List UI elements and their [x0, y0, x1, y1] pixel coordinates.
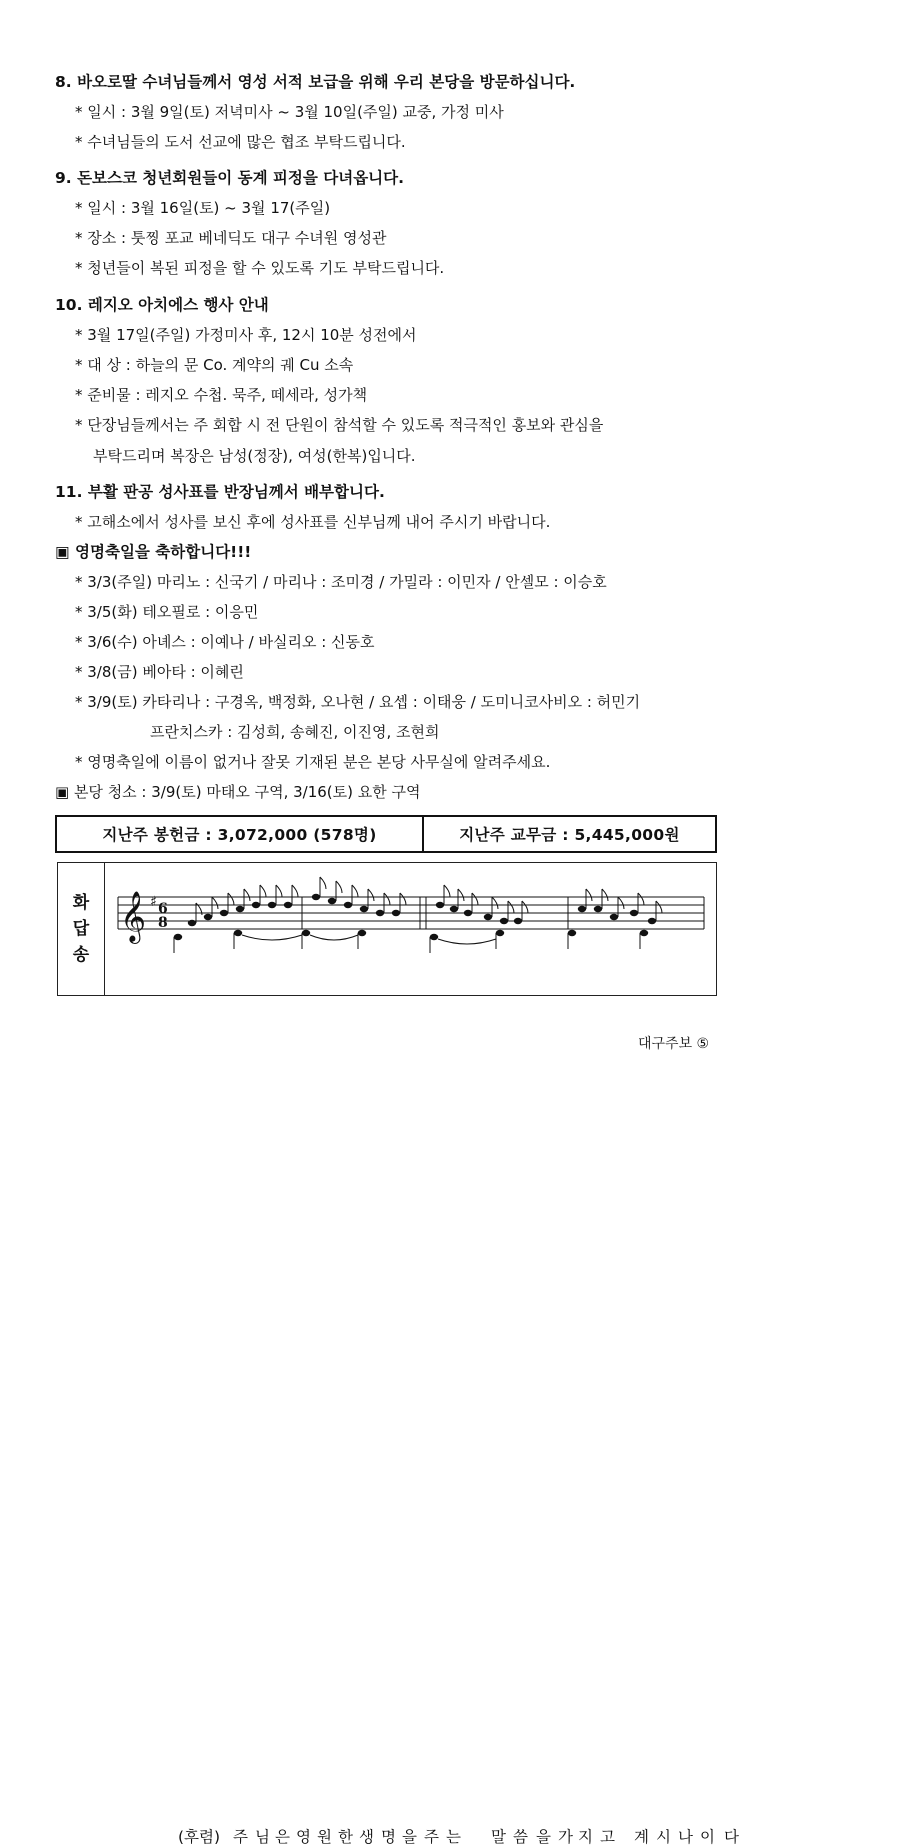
psalm-label-char-2: 답 [72, 919, 90, 939]
psalm-label-char-1: 화 [72, 893, 90, 913]
note-head [630, 910, 638, 916]
section-9-item-2: * 장소 : 툿찡 포교 베네딕도 대구 수녀원 영성관 [75, 229, 387, 247]
note-head [360, 906, 368, 912]
note-flag [292, 885, 298, 897]
note-head [220, 910, 228, 916]
note-head [450, 906, 458, 912]
tie [310, 935, 358, 940]
section-10-item-2: * 대 상 : 하늘의 문 Co. 계약의 궤 Cu 소속 [75, 356, 354, 374]
cleaning-notice: ▣ 본당 청소 : 3/9(토) 마태오 구역, 3/16(토) 요한 구역 [55, 783, 421, 801]
section-9-item-1: * 일시 : 3월 16일(토) ~ 3월 17(주일) [75, 199, 331, 217]
lyric-syllable: 한 [338, 1828, 353, 1846]
note-flag [400, 893, 406, 905]
note-head [514, 918, 522, 924]
lyric-syllable: (후렴) [178, 1828, 221, 1846]
note-head [312, 894, 320, 900]
note-flag [244, 889, 250, 901]
note-head [594, 906, 602, 912]
note-flag [228, 893, 234, 905]
note-flag [472, 893, 478, 905]
note-head [252, 902, 260, 908]
offering-parish-dues: 지난주 교무금 : 5,445,000원 [459, 826, 680, 844]
page-footer: 대구주보 ⑤ [638, 1036, 710, 1052]
section-11-item-1: * 고해소에서 성사를 보신 후에 성사표를 신부님께 내어 주시기 바랍니다. [75, 513, 551, 531]
offering-collection: 지난주 봉헌금 : 3,072,000 (578명) [57, 817, 424, 851]
note-head [484, 914, 492, 920]
lyric-syllable: 이 [700, 1828, 715, 1846]
note-head [188, 920, 196, 926]
feast-item-2: * 3/5(화) 테오필로 : 이응민 [75, 603, 259, 621]
note-head [344, 902, 352, 908]
bass-note-head [234, 930, 242, 936]
note-flag [260, 885, 266, 897]
section-9-item-3: * 청년들이 복된 피정을 할 수 있도록 기도 부탁드립니다. [75, 259, 445, 277]
lyric-syllable: 계 [634, 1828, 649, 1846]
feast-item-4: * 3/8(금) 베아타 : 이혜린 [75, 663, 244, 681]
lyric-syllable: 생 [359, 1828, 374, 1846]
lyric-syllable: 다 [724, 1828, 739, 1846]
note-head [376, 910, 384, 916]
lyric-syllable: 원 [317, 1828, 332, 1846]
lyric-syllable: 주 [424, 1828, 439, 1846]
section-9-heading: 9. 돈보스코 청년회원들이 동계 피정을 다녀옵니다. [55, 169, 405, 187]
note-flag [618, 897, 624, 909]
lyric-syllable: 시 [656, 1828, 671, 1846]
feast-item-3: * 3/6(수) 아녜스 : 이예나 / 바실리오 : 신동호 [75, 633, 375, 651]
note-flag [602, 889, 608, 901]
bass-note-head [496, 930, 504, 936]
note-head [204, 914, 212, 920]
note-head [578, 906, 586, 912]
feast-heading: ▣ 영명축일을 축하합니다!!! [55, 543, 252, 561]
note-head [392, 910, 400, 916]
note-head [436, 902, 444, 908]
time-signature-bottom: 8 [158, 915, 168, 931]
lyric-syllable: 님 [255, 1828, 270, 1846]
music-staff [104, 863, 716, 995]
bass-note-head [302, 930, 310, 936]
tie [242, 935, 302, 940]
section-11-heading: 11. 부활 판공 성사표를 반장님께서 배부합니다. [55, 483, 385, 501]
feast-note: * 영명축일에 이름이 없거나 잘못 기재된 분은 본당 사무실에 알려주세요. [75, 753, 551, 771]
note-head [236, 906, 244, 912]
bass-note-head [174, 934, 182, 940]
lyric-syllable: 가 [558, 1828, 573, 1846]
note-head [648, 918, 656, 924]
note-flag [336, 881, 342, 893]
time-signature-top: 6 [158, 901, 168, 917]
tie [438, 939, 496, 944]
note-flag [458, 889, 464, 901]
note-flag [522, 901, 528, 913]
note-flag [384, 893, 390, 905]
lyric-syllable: 은 [275, 1828, 290, 1846]
note-flag [352, 885, 358, 897]
lyric-syllable: 고 [600, 1828, 615, 1846]
note-head [284, 902, 292, 908]
note-flag [320, 877, 326, 889]
lyric-syllable: 주 [233, 1828, 248, 1846]
lyric-syllable: 씀 [513, 1828, 528, 1846]
bass-note-head [568, 930, 576, 936]
section-10-item-3: * 준비물 : 레지오 수첩. 묵주, 떼세라, 성가책 [75, 386, 368, 404]
note-flag [444, 885, 450, 897]
lyric-syllable: 을 [402, 1828, 417, 1846]
bass-note-head [358, 930, 366, 936]
note-flag [368, 889, 374, 901]
note-flag [276, 885, 282, 897]
note-flag [212, 897, 218, 909]
note-head [610, 914, 618, 920]
lyric-syllable: 영 [296, 1828, 311, 1846]
sharp-icon: ♯ [150, 894, 157, 910]
note-flag [656, 901, 662, 913]
note-flag [492, 897, 498, 909]
lyric-syllable: 말 [491, 1828, 506, 1846]
bass-note-head [640, 930, 648, 936]
section-10-item-1: * 3월 17일(주일) 가정미사 후, 12시 10분 성전에서 [75, 326, 417, 344]
section-8-item-1: * 일시 : 3월 9일(토) 저녁미사 ~ 3월 10일(주일) 교중, 가정 미사 [75, 103, 504, 121]
section-10-heading: 10. 레지오 아치에스 행사 안내 [55, 296, 269, 314]
note-flag [508, 901, 514, 913]
note-head [268, 902, 276, 908]
feast-item-5: * 3/9(토) 카타리나 : 구경옥, 백정화, 오나현 / 요셉 : 이태웅 / 도미니코사비오 : 허민기 [75, 693, 641, 711]
section-8-item-2: * 수녀님들의 도서 선교에 많은 협조 부탁드립니다. [75, 133, 406, 151]
treble-clef-icon: 𝄞 [120, 891, 147, 942]
note-flag [586, 889, 592, 901]
offering-box [55, 815, 717, 853]
section-10-item-4: * 단장님들께서는 주 회합 시 전 단원이 참석할 수 있도록 적극적인 홍보와 관심을 [75, 416, 604, 434]
lyric-syllable: 명 [381, 1828, 396, 1846]
section-8-heading: 8. 바오로딸 수녀님들께서 영성 서적 보급을 위해 우리 본당을 방문하십니다. [55, 73, 576, 91]
feast-item-5-continuation: 프란치스카 : 김성희, 송혜진, 이진영, 조현희 [150, 723, 440, 741]
section-10-item-4-continuation: 부탁드리며 복장은 남성(정장), 여성(한복)입니다. [93, 447, 416, 465]
note-head [500, 918, 508, 924]
bass-note-head [430, 934, 438, 940]
psalm-label [58, 863, 105, 995]
lyric-syllable: 을 [536, 1828, 551, 1846]
note-flag [638, 893, 644, 905]
psalm-label-char-3: 송 [72, 945, 90, 965]
lyric-syllable: 는 [446, 1828, 461, 1846]
note-head [328, 898, 336, 904]
note-head [464, 910, 472, 916]
lyric-syllable: 나 [678, 1828, 693, 1846]
lyric-syllable: 지 [578, 1828, 593, 1846]
feast-item-1: * 3/3(주일) 마리노 : 신국기 / 마리나 : 조미경 / 가밀라 : 이민자 / 안셀모 : 이승호 [75, 573, 607, 591]
